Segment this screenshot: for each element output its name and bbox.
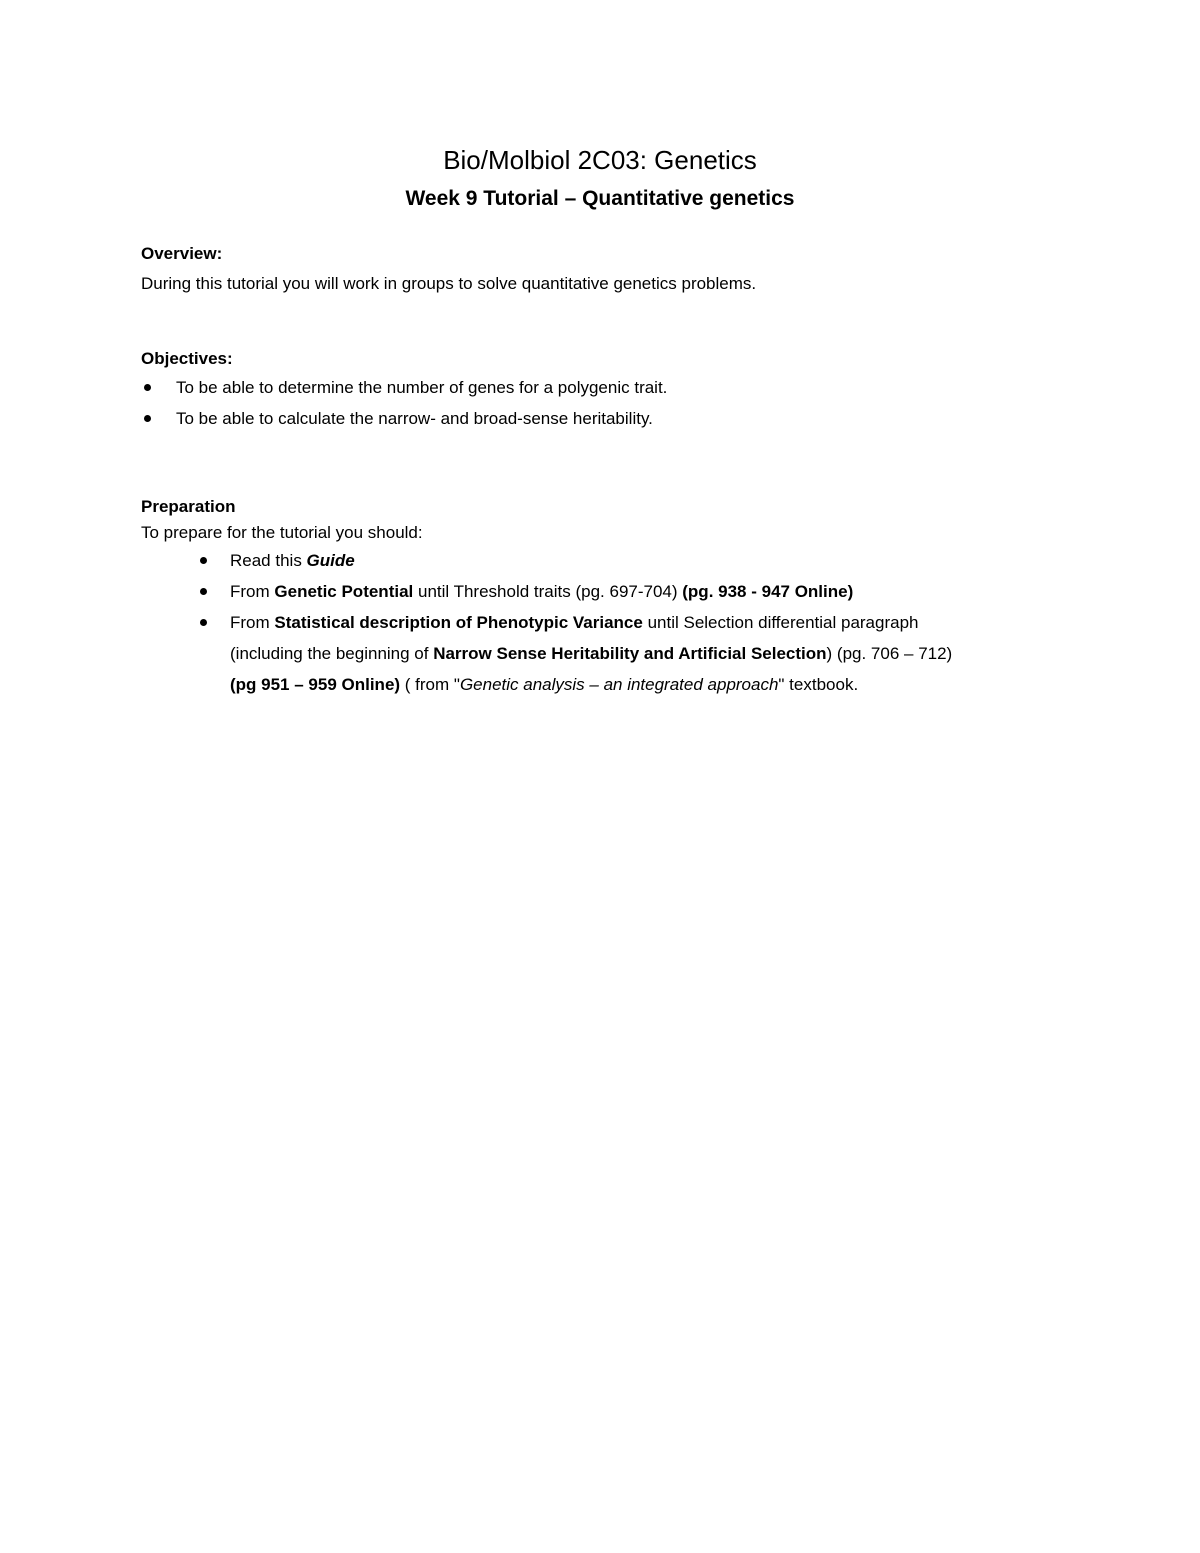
- item-bold: Narrow Sense Heritability and Artificial Selection: [433, 644, 827, 663]
- item-text: Read this: [230, 551, 307, 570]
- document-title: Bio/Molbiol 2C03: Genetics: [443, 145, 757, 175]
- overview-heading: Overview:: [141, 244, 223, 263]
- bullet-icon: [200, 557, 207, 564]
- bullet-icon: [200, 619, 207, 626]
- bullet-icon: [200, 588, 207, 595]
- item-bold: (pg. 938 - 947 Online): [682, 582, 854, 601]
- document-subtitle: Week 9 Tutorial – Quantitative genetics: [405, 187, 795, 210]
- objective-item: To be able to determine the number of genes for a polygenic trait.: [176, 378, 668, 397]
- bullet-icon: [144, 384, 151, 391]
- item-text: (including the beginning of: [230, 644, 434, 663]
- objective-item: To be able to calculate the narrow- and broad-sense heritability.: [176, 409, 653, 428]
- preparation-intro: To prepare for the tutorial you should:: [141, 523, 423, 542]
- item-text: From: [230, 613, 275, 632]
- bullet-icon: [144, 415, 151, 422]
- item-bold: (pg 951 – 959 Online): [230, 675, 401, 694]
- item-bold: Genetic Potential: [274, 582, 414, 601]
- preparation-item-line: [230, 642, 952, 666]
- item-text: until Selection differential paragraph: [642, 613, 919, 632]
- item-bold: Statistical description of Phenotypic Variance: [274, 613, 643, 632]
- item-text: ) (pg. 706 – 712): [826, 644, 953, 663]
- overview-text: During this tutorial you will work in groups to solve quantitative genetics problems.: [141, 274, 757, 293]
- guide-emphasis: Guide: [306, 551, 355, 570]
- preparation-item-line: [230, 611, 919, 635]
- preparation-item-line: [230, 673, 858, 697]
- preparation-item: [230, 580, 853, 604]
- textbook-title: Genetic analysis – an integrated approach: [459, 675, 779, 694]
- preparation-heading: Preparation: [141, 497, 236, 516]
- objectives-heading: Objectives:: [141, 349, 233, 368]
- item-text: " textbook.: [778, 675, 859, 694]
- item-text: From: [230, 582, 275, 601]
- item-text: until Threshold traits (pg. 697-704): [413, 582, 683, 601]
- preparation-item: [230, 549, 355, 573]
- item-text: ( from ": [400, 675, 460, 694]
